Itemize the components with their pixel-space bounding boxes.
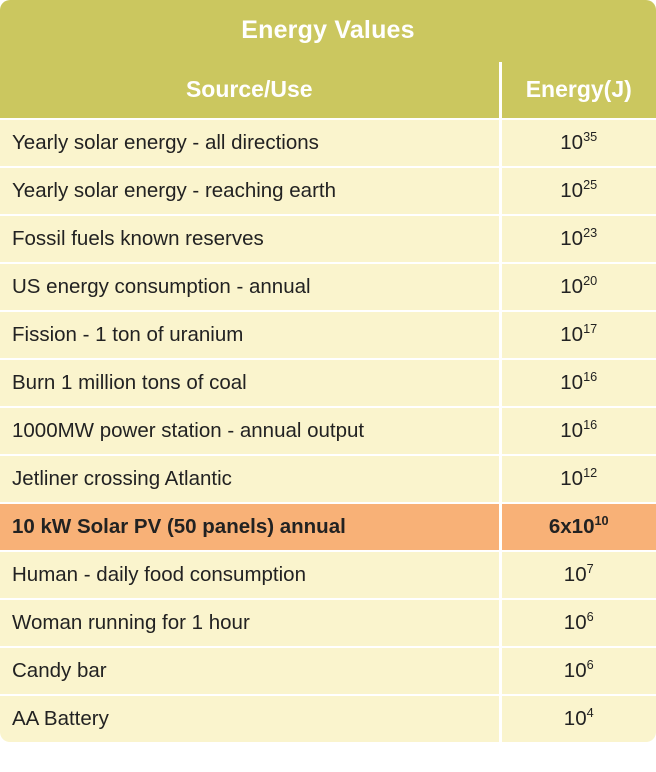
table-row <box>0 167 656 215</box>
cell-source: 10 kW Solar PV (50 panels) annual <box>0 503 500 551</box>
energy-mantissa: 10 <box>560 179 584 202</box>
cell-source: Human - daily food consumption <box>0 551 500 599</box>
table-title: Energy Values <box>0 0 656 62</box>
table-row <box>0 311 656 359</box>
cell-energy <box>500 263 656 311</box>
table-column-header-row <box>0 62 656 119</box>
energy-exponent: 17 <box>583 321 598 337</box>
table-row <box>0 215 656 263</box>
energy-mantissa: 10 <box>563 659 587 682</box>
cell-energy <box>500 695 656 742</box>
table-row <box>0 695 656 742</box>
cell-energy <box>500 455 656 503</box>
cell-energy <box>500 167 656 215</box>
energy-mantissa: 10 <box>560 227 584 250</box>
energy-mantissa: 10 <box>563 563 587 586</box>
energy-mantissa: 10 <box>560 419 584 442</box>
energy-exponent: 35 <box>583 129 598 145</box>
energy-exponent: 10 <box>594 513 609 529</box>
table-row <box>0 263 656 311</box>
energy-mantissa: 10 <box>563 707 587 730</box>
cell-energy <box>500 359 656 407</box>
cell-source: Yearly solar energy - all directions <box>0 119 500 167</box>
energy-mantissa: 10 <box>560 371 584 394</box>
cell-source: Fission - 1 ton of uranium <box>0 311 500 359</box>
energy-exponent: 6 <box>586 609 594 625</box>
table-body <box>0 119 656 742</box>
cell-source: Woman running for 1 hour <box>0 599 500 647</box>
table-header <box>0 0 656 119</box>
cell-energy <box>500 647 656 695</box>
energy-mantissa: 10 <box>560 275 584 298</box>
table-row <box>0 551 656 599</box>
cell-source: Fossil fuels known reserves <box>0 215 500 263</box>
table-row <box>0 119 656 167</box>
energy-mantissa: 10 <box>560 467 584 490</box>
cell-energy <box>500 551 656 599</box>
table-row <box>0 647 656 695</box>
cell-source: Candy bar <box>0 647 500 695</box>
column-header-energy: Energy(J) <box>500 62 656 119</box>
energy-exponent: 16 <box>583 417 598 433</box>
energy-exponent: 23 <box>583 225 598 241</box>
cell-source: AA Battery <box>0 695 500 742</box>
cell-source: 1000MW power station - annual output <box>0 407 500 455</box>
energy-exponent: 12 <box>583 465 598 481</box>
table-row <box>0 599 656 647</box>
energy-mantissa: 10 <box>563 611 587 634</box>
cell-source: Jetliner crossing Atlantic <box>0 455 500 503</box>
energy-exponent: 6 <box>586 657 594 673</box>
cell-source: US energy consumption - annual <box>0 263 500 311</box>
energy-exponent: 4 <box>586 705 594 721</box>
energy-mantissa: 10 <box>560 131 584 154</box>
energy-exponent: 7 <box>586 561 594 577</box>
cell-energy <box>500 215 656 263</box>
energy-exponent: 20 <box>583 273 598 289</box>
energy-mantissa: 6x10 <box>548 515 595 538</box>
table-row <box>0 455 656 503</box>
table-title-row <box>0 0 656 62</box>
energy-exponent: 16 <box>583 369 598 385</box>
cell-source: Burn 1 million tons of coal <box>0 359 500 407</box>
column-header-source: Source/Use <box>0 62 500 119</box>
cell-source: Yearly solar energy - reaching earth <box>0 167 500 215</box>
energy-exponent: 25 <box>583 177 598 193</box>
table-row <box>0 407 656 455</box>
table-row <box>0 503 656 551</box>
cell-energy <box>500 119 656 167</box>
cell-energy <box>500 311 656 359</box>
cell-energy <box>500 503 656 551</box>
energy-mantissa: 10 <box>560 323 584 346</box>
cell-energy <box>500 599 656 647</box>
cell-energy <box>500 407 656 455</box>
table-row <box>0 359 656 407</box>
